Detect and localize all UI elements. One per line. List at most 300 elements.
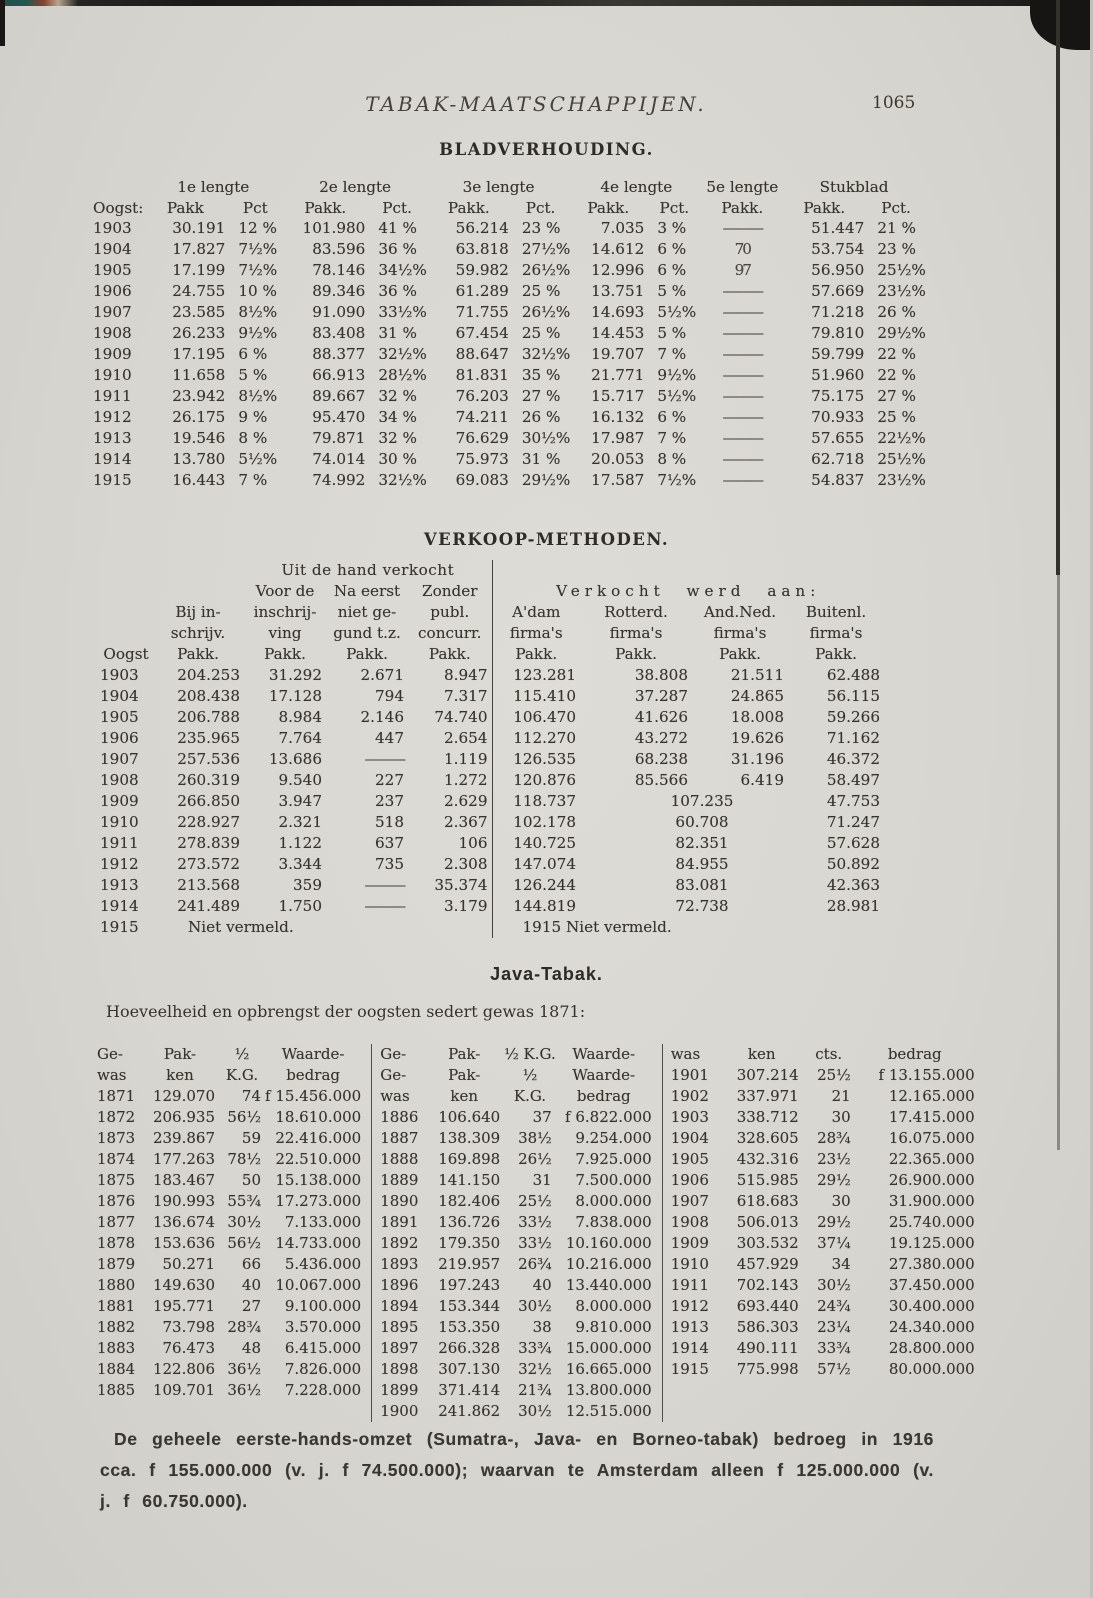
pakk-cell: 13.751 [591, 282, 645, 300]
waarde-cell: 9.810.000 [575, 1318, 652, 1336]
pct-cell: 10 % [238, 282, 277, 300]
year-cell: 1909 [100, 792, 139, 810]
pakk-cell: 63.818 [455, 240, 509, 258]
pakk-cell: 83.596 [312, 240, 366, 258]
length-group-header: 4e lengte [600, 177, 673, 196]
year-cell: 1909 [93, 345, 132, 363]
pakken-cell: 106.640 [438, 1108, 501, 1126]
pakken-cell: 195.771 [152, 1297, 215, 1315]
table-row [100, 896, 884, 917]
scan-artifact-top-band [0, 0, 1093, 6]
spacer-cell [100, 602, 152, 623]
year-cell: 1898 [380, 1360, 419, 1378]
pct-cell: 22 % [877, 366, 916, 384]
year-cell: 1907 [670, 1192, 709, 1210]
table-row [380, 1296, 652, 1317]
pakk-cell: 11.658 [172, 366, 226, 384]
table-row [100, 854, 884, 875]
year-cell: 1904 [93, 240, 132, 258]
year-cell: 1886 [380, 1108, 419, 1126]
pakk-cell: 76.203 [455, 387, 509, 405]
pakken-cell: 76.473 [162, 1339, 215, 1357]
pct-cell: 6 % [657, 261, 687, 279]
pakk-cell: 101.980 [302, 219, 366, 237]
waarde-cell: 17.273.000 [275, 1192, 362, 1210]
table-row [671, 1149, 975, 1170]
kg-cell: 34 [831, 1255, 851, 1273]
pakk-cell: 8.947 [444, 666, 488, 684]
year-cell: 1901 [670, 1066, 709, 1084]
pakken-cell: 169.898 [438, 1150, 501, 1168]
pct-cell: 29½% [521, 471, 571, 489]
year-cell: 1877 [97, 1213, 136, 1231]
year-cell: 1876 [97, 1192, 136, 1210]
pct-cell: 31 % [378, 324, 417, 342]
table-row [97, 1149, 361, 1170]
pakk-cell: 20.053 [591, 450, 645, 468]
pakken-cell: 241.862 [438, 1402, 501, 1420]
kg-cell: 30½ [817, 1276, 851, 1294]
table-row [93, 323, 926, 344]
year-cell: 1907 [100, 750, 139, 768]
column-header: Pct. [525, 198, 556, 217]
not-listed-note: Niet vermeld. [188, 918, 294, 936]
pakk-cell: 14.453 [591, 324, 645, 342]
waarde-cell: 8.000.000 [575, 1297, 652, 1315]
table-row [380, 1401, 652, 1422]
spacer-cell [100, 560, 244, 581]
waarde-cell: 25.740.000 [888, 1213, 975, 1231]
year-cell: 1879 [97, 1255, 136, 1273]
pakk-cell: 38.808 [634, 666, 688, 684]
pakk-cell: 3.179 [444, 897, 488, 915]
pakk-cell: 2.629 [444, 792, 488, 810]
pakken-cell: 138.309 [438, 1129, 501, 1147]
spacer-cell [100, 581, 244, 602]
pakk-cell: 23.585 [172, 303, 226, 321]
pakk-cell: 637 [375, 834, 404, 852]
pakk-cell: 28.981 [826, 897, 880, 915]
pct-cell: 23 % [877, 240, 916, 258]
java-table-1886-1900 [380, 1044, 652, 1422]
pakk-cell: 447 [375, 729, 404, 747]
pakken-cell: 457.929 [736, 1255, 799, 1273]
pct-cell: 30½% [521, 429, 571, 447]
kg-cell: 57½ [817, 1360, 851, 1378]
year-cell: 1903 [93, 219, 132, 237]
scan-artifact-corner-blob [1030, 0, 1093, 50]
pakk-cell: 57.655 [811, 429, 865, 447]
pakken-cell: 618.683 [736, 1192, 799, 1210]
pakk-cell: 53.754 [811, 240, 865, 258]
pakk-cell: 74.740 [434, 708, 488, 726]
column-header: ½ K.G. [504, 1045, 556, 1063]
table-row [93, 407, 926, 428]
table-row [100, 791, 884, 812]
column-header: Pakk. [304, 198, 347, 217]
kg-cell: 48 [241, 1339, 261, 1357]
column-header: was [380, 1087, 410, 1105]
column-header: Pakk. [447, 198, 490, 217]
pakk-cell: 71.218 [811, 303, 865, 321]
merged-pakk-cell: 72.738 [675, 897, 729, 915]
summary-paragraph: De geheele eerste-hands-omzet (Sumatra-, Java- en Borneo-tabak) bedroeg in 1916 cca. f 155.000.000 (v. j. f 74.500.000); waarvan te Amsterdam alleen f 125.000.000 (v. j. f 60.750.000). [100, 1429, 934, 1512]
year-cell: 1885 [97, 1381, 136, 1399]
year-cell: 1902 [670, 1087, 709, 1105]
pakken-cell: 136.674 [152, 1213, 215, 1231]
pct-cell: 27½% [521, 240, 571, 258]
waarde-cell: 22.510.000 [275, 1150, 362, 1168]
year-cell: 1871 [97, 1087, 136, 1105]
table-row [97, 1086, 361, 1107]
pakken-cell: 328.605 [736, 1129, 799, 1147]
bladverhouding-table [93, 176, 926, 491]
table-row [671, 1338, 975, 1359]
pakken-cell: 239.867 [152, 1129, 215, 1147]
column-header: was [670, 1045, 701, 1063]
scan-artifact-left-line [0, 0, 5, 46]
spacer-cell [93, 176, 143, 197]
pakk-cell: 56.214 [455, 219, 509, 237]
pct-cell: 41 % [378, 219, 417, 237]
merged-pakk-cell: 83.081 [675, 876, 729, 894]
running-title: TABAK-MAATSCHAPPIJEN. [365, 92, 707, 116]
kg-cell: 33¾ [518, 1339, 552, 1357]
year-cell: 1914 [93, 450, 132, 468]
pakk-cell: 37.287 [634, 687, 688, 705]
waarde-cell: 10.160.000 [565, 1234, 652, 1252]
column-header: schrijv. [170, 624, 226, 642]
java-tabak-title: Java-Tabak. [490, 964, 603, 984]
pakk-cell: 147.074 [492, 854, 580, 875]
pakk-cell: 56.115 [826, 687, 880, 705]
pakk-cell: 88.647 [455, 345, 509, 363]
pakk-cell: 19.626 [730, 729, 784, 747]
kg-cell: 21 [831, 1087, 851, 1105]
length-group-header: 2e lengte [319, 177, 392, 196]
waarde-cell: 13.800.000 [565, 1381, 652, 1399]
column-header: Pakk. [492, 644, 580, 665]
pakk-cell: 204.253 [177, 666, 240, 684]
kg-cell: 56½ [227, 1108, 261, 1126]
pakk-cell: 13.780 [172, 450, 226, 468]
year-cell: 1911 [93, 387, 132, 405]
column-header: A'dam [492, 602, 580, 623]
pakk-cell: 46.372 [826, 750, 880, 768]
pakk-cell: 31.196 [730, 750, 784, 768]
table-row [97, 1296, 361, 1317]
pakk-cell: 1.119 [444, 750, 488, 768]
pakken-cell: 129.070 [152, 1087, 215, 1105]
pakk-cell: 206.788 [177, 708, 240, 726]
column-header: Pct [242, 198, 268, 217]
column-header: firma's [609, 624, 663, 642]
verkoop-methoden-table [100, 560, 884, 938]
pct-cell: 23 % [521, 219, 561, 237]
table-row [100, 560, 884, 581]
column-header: was [97, 1066, 127, 1084]
year-cell: 1913 [93, 429, 132, 447]
table-row [671, 1233, 975, 1254]
pakk-cell: ——— [722, 219, 763, 237]
java-tabak-intro: Hoeveelheid en opbrengst der oogsten sedert gewas 1871: [106, 1002, 586, 1021]
column-header: ken [166, 1066, 194, 1084]
pakk-cell: 106.470 [492, 707, 580, 728]
table-row [380, 1149, 652, 1170]
kg-cell: 29½ [817, 1213, 851, 1231]
year-cell: 1910 [100, 813, 139, 831]
column-header: Waarde- [281, 1045, 345, 1063]
pakk-cell: ——— [722, 450, 763, 468]
pakk-cell: 43.272 [634, 729, 688, 747]
pakk-cell: 102.178 [492, 812, 580, 833]
column-header: Pakk. [803, 198, 846, 217]
uit-de-hand-header: Uit de hand verkocht [281, 561, 455, 579]
column-header: Pakk. [719, 645, 761, 663]
pakk-cell: 70.933 [811, 408, 865, 426]
year-cell: 1913 [100, 876, 139, 894]
year-cell: 1914 [100, 897, 139, 915]
table-row [93, 428, 926, 449]
pakken-cell: 141.150 [438, 1171, 501, 1189]
length-group-header: 3e lengte [462, 177, 535, 196]
pct-cell: 5½% [238, 450, 278, 468]
pakk-cell: 17.987 [591, 429, 645, 447]
verkoop-methoden-title: VERKOOP-METHODEN. [423, 530, 670, 549]
pakk-cell: 2.367 [444, 813, 488, 831]
pakken-cell: 586.303 [736, 1318, 799, 1336]
year-cell: 1895 [380, 1318, 419, 1336]
pakk-cell: 1.272 [444, 771, 488, 789]
pct-cell: 7 % [657, 345, 687, 363]
waarde-cell: 31.900.000 [888, 1192, 975, 1210]
year-cell: 1913 [670, 1318, 709, 1336]
pakk-cell: 79.871 [312, 429, 366, 447]
pakken-cell: 371.414 [438, 1381, 501, 1399]
pakk-cell: 2.321 [278, 813, 322, 831]
table-row [100, 917, 884, 938]
table-row [97, 1107, 361, 1128]
table-row [671, 1254, 975, 1275]
kg-cell: 36½ [227, 1381, 261, 1399]
year-cell: 1883 [97, 1339, 136, 1357]
table-row [93, 302, 926, 323]
column-header: publ. [430, 603, 470, 621]
column-header: Pakk. [346, 645, 388, 663]
pakk-cell: 235.965 [177, 729, 240, 747]
year-cell: 1892 [380, 1234, 419, 1252]
pct-cell: 22½% [877, 429, 926, 447]
table-row [93, 365, 926, 386]
column-header: ving [268, 624, 302, 642]
column-header: Ge- [380, 1045, 407, 1063]
kg-cell: 30½ [518, 1297, 552, 1315]
waarde-cell: 7.228.000 [284, 1381, 362, 1399]
waarde-cell: 18.610.000 [275, 1108, 362, 1126]
column-header: Pakk [166, 198, 204, 217]
table-row [380, 1359, 652, 1380]
pct-cell: 28½% [378, 366, 427, 384]
year-cell: 1910 [93, 366, 132, 384]
column-header: Pct. [881, 198, 911, 217]
pakk-cell: 35.374 [434, 876, 488, 894]
pakk-cell: 2.671 [360, 666, 404, 684]
pakk-cell: ——— [722, 366, 763, 384]
table-row [671, 1086, 975, 1107]
table-row [97, 1338, 361, 1359]
merged-pakk-cell: 107.235 [670, 792, 734, 810]
column-header: inschrij- [253, 603, 317, 621]
pct-cell: 25 % [521, 282, 561, 300]
pakk-cell: 17.195 [172, 345, 226, 363]
table-row [380, 1380, 652, 1401]
pakk-cell: 71.162 [826, 729, 880, 747]
column-header: niet ge- [337, 603, 397, 621]
table-row [380, 1107, 652, 1128]
waarde-cell: 16.665.000 [565, 1360, 652, 1378]
pakk-cell: 71.247 [826, 813, 880, 831]
table-row [93, 260, 926, 281]
pct-cell: 23½% [877, 471, 926, 489]
pakk-cell: 126.535 [492, 749, 580, 770]
spacer-cell [492, 560, 884, 581]
year-cell: 1905 [93, 261, 132, 279]
column-header: Pakk. [428, 645, 471, 663]
pakken-cell: 206.935 [152, 1108, 215, 1126]
pakk-cell: 359 [293, 876, 322, 894]
scan-artifact-right-line [1056, 0, 1060, 575]
kg-cell: 27 [241, 1297, 261, 1315]
kg-cell: 26¾ [518, 1255, 552, 1273]
year-cell: 1888 [380, 1150, 419, 1168]
pakk-cell: 14.693 [591, 303, 645, 321]
pct-cell: 7½% [238, 261, 278, 279]
pakk-cell: 16.132 [591, 408, 645, 426]
kg-cell: 78½ [227, 1150, 261, 1168]
table-row [93, 470, 926, 491]
year-cell: 1887 [380, 1129, 419, 1147]
column-header: Na eerst [333, 582, 401, 600]
pakk-cell: 19.546 [172, 429, 226, 447]
pct-cell: 7½% [238, 240, 278, 258]
table-row [93, 386, 926, 407]
pct-cell: 12 % [238, 219, 277, 237]
kg-cell: 37 [532, 1108, 552, 1126]
length-group-header: Stukblad [819, 177, 889, 196]
pct-cell: 6 % [238, 345, 268, 363]
table-row [97, 1170, 361, 1191]
table-row [97, 1128, 361, 1149]
year-cell: 1910 [670, 1255, 709, 1273]
pct-cell: 22 % [877, 345, 916, 363]
pakken-cell: 506.013 [736, 1213, 799, 1231]
kg-cell: 66 [241, 1255, 261, 1273]
table-row [97, 1275, 361, 1296]
waarde-cell: 17.415.000 [888, 1108, 975, 1126]
pakk-cell: 62.718 [811, 450, 865, 468]
table-row [100, 581, 884, 602]
pakk-cell: 57.628 [826, 834, 880, 852]
column-header: Bij in- [175, 603, 221, 621]
pakken-cell: 490.111 [736, 1339, 799, 1357]
pakken-cell: 136.726 [438, 1213, 501, 1231]
pct-cell: 8 % [657, 450, 687, 468]
waarde-cell: 7.500.000 [575, 1171, 652, 1189]
pct-cell: 32½% [378, 345, 427, 363]
pakk-cell: 257.536 [177, 750, 240, 768]
pakk-cell: 75.973 [455, 450, 509, 468]
table-row [93, 239, 926, 260]
year-cell: 1912 [100, 855, 139, 873]
kg-cell: 38½ [518, 1129, 552, 1147]
pakk-cell: 74.211 [455, 408, 509, 426]
pct-cell: 29½% [877, 324, 926, 342]
pakk-cell: 81.831 [455, 366, 509, 384]
year-cell: 1881 [97, 1297, 136, 1315]
table-row [97, 1317, 361, 1338]
kg-cell: 26½ [518, 1150, 552, 1168]
year-cell: 1894 [380, 1297, 419, 1315]
table-row [380, 1317, 652, 1338]
pakken-cell: 122.806 [152, 1360, 215, 1378]
column-header: Oogst: [93, 198, 144, 217]
pakk-cell: ——— [364, 876, 404, 894]
waarde-cell: 12.165.000 [888, 1087, 975, 1105]
kg-cell: 33½ [518, 1213, 552, 1231]
pct-cell: 35 % [521, 366, 561, 384]
kg-cell: 56½ [227, 1234, 261, 1252]
column-header: firma's [713, 624, 767, 642]
year-cell: 1908 [670, 1213, 709, 1231]
waarde-cell: 12.515.000 [565, 1402, 652, 1420]
year-cell: 1875 [97, 1171, 136, 1189]
column-header: concurr. [418, 624, 482, 642]
table-row [671, 1359, 975, 1380]
year-cell: 1878 [97, 1234, 136, 1252]
column-header: K.G. [513, 1087, 547, 1105]
pakk-cell: 260.319 [177, 771, 240, 789]
pakk-cell: 794 [375, 687, 404, 705]
pakk-cell: 21.511 [730, 666, 784, 684]
table-row [380, 1254, 652, 1275]
year-cell: 1874 [97, 1150, 136, 1168]
pakk-cell: 26.175 [172, 408, 226, 426]
column-header: Rotterd. [604, 603, 668, 621]
pakk-cell: 21.771 [591, 366, 645, 384]
pct-cell: 32½% [378, 471, 427, 489]
pakken-cell: 432.316 [736, 1150, 799, 1168]
kg-cell: 31 [532, 1171, 552, 1189]
pct-cell: 36 % [378, 282, 417, 300]
pakk-cell: 76.629 [455, 429, 509, 447]
waarde-cell: 27.380.000 [888, 1255, 975, 1273]
pakk-cell: 75.175 [811, 387, 865, 405]
kg-cell: 23½ [817, 1150, 851, 1168]
table-row [380, 1065, 652, 1086]
column-header: ½ [234, 1045, 250, 1063]
pakk-cell: 3.947 [278, 792, 322, 810]
table-row [93, 197, 926, 218]
year-cell: 1911 [100, 834, 139, 852]
pakk-cell: 2.308 [444, 855, 488, 873]
year-cell: 1915 [670, 1360, 709, 1378]
pct-cell: 32½% [521, 345, 571, 363]
pakk-cell: 19.707 [591, 345, 645, 363]
table-row [671, 1296, 975, 1317]
pct-cell: 6 % [657, 408, 687, 426]
column-rule [371, 1044, 372, 1422]
pct-cell: 27 % [877, 387, 916, 405]
